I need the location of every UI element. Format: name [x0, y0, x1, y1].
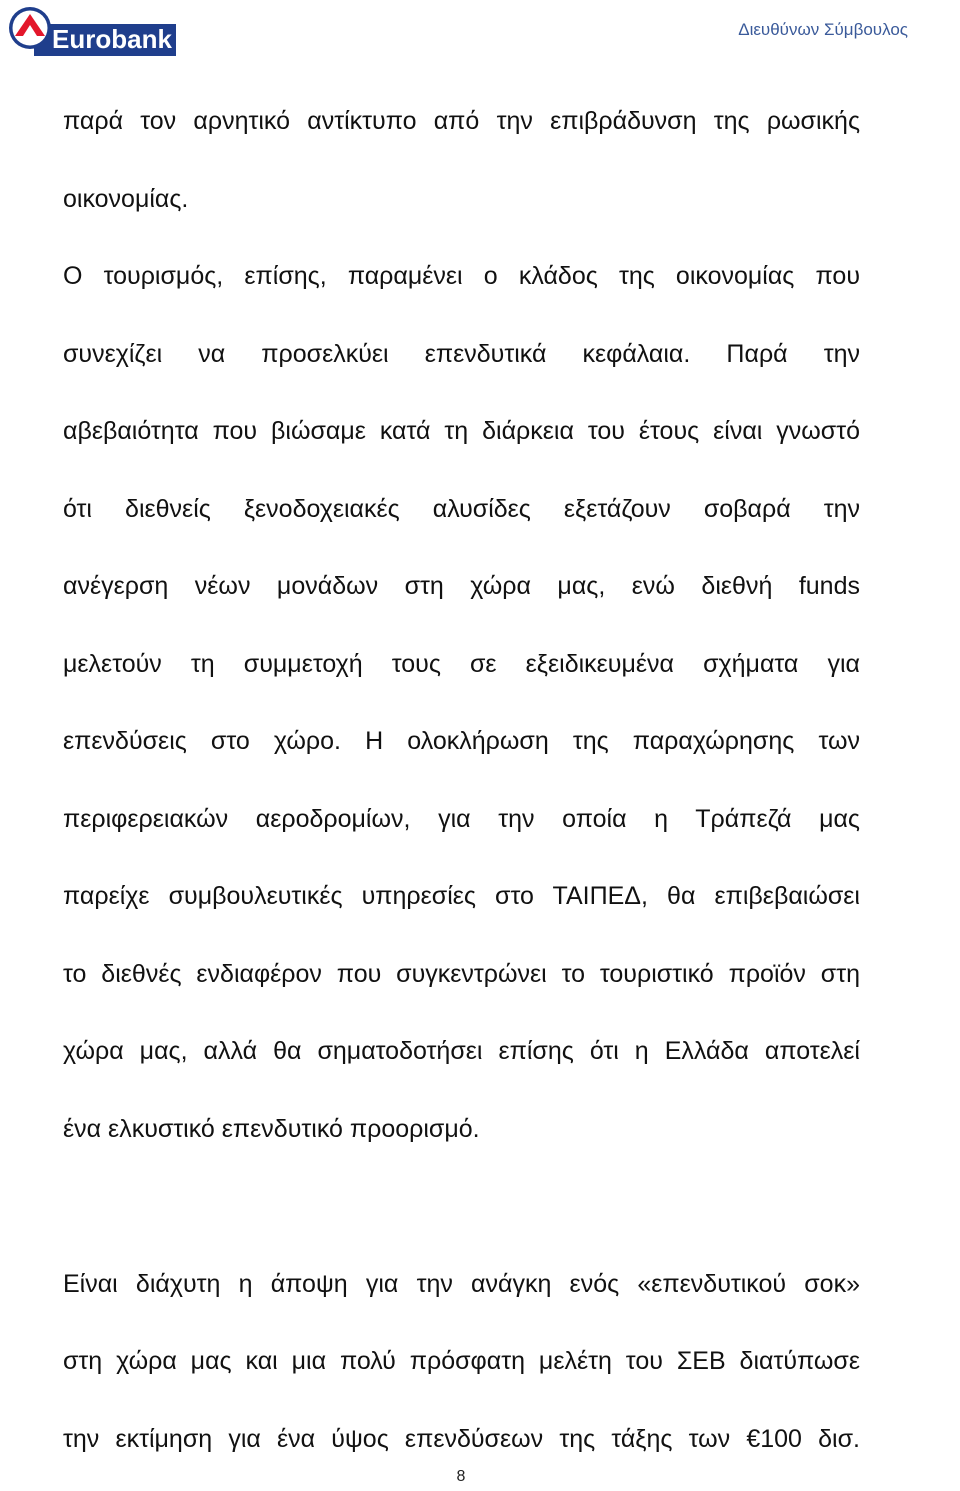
body-text [63, 96, 860, 1491]
text-line: παρείχε συμβουλευτικές υπηρεσίες στο ΤΑΙΠΕΔ, θα επιβεβαιώσει [63, 871, 860, 949]
text-line: οικονομίας. [63, 174, 860, 252]
text-line: συνεχίζει να προσελκύει επενδυτικά κεφάλαια. Παρά την [63, 329, 860, 407]
paragraph-spacer [63, 1181, 860, 1259]
text-line: στη χώρα μας και μια πολύ πρόσφατη μελέτη του ΣΕΒ διατύπωσε [63, 1336, 860, 1414]
logo-wordmark: Eurobank [52, 24, 172, 54]
eurobank-logo [6, 6, 176, 56]
text-line: μελετούν τη συμμετοχή τους σε εξειδικευμένα σχήματα για [63, 639, 860, 717]
header-position-title: Διευθύνων Σύμβουλος [738, 20, 908, 40]
text-line: επενδύσεις στο χώρο. Η ολοκλήρωση της παραχώρησης των [63, 716, 860, 794]
text-line: αβεβαιότητα που βιώσαμε κατά τη διάρκεια του έτους είναι γνωστό [63, 406, 860, 484]
text-line: Είναι διάχυτη η άποψη για την ανάγκη ενός «επενδυτικού σοκ» [63, 1259, 860, 1337]
text-line: περιφερειακών αεροδρομίων, για την οποία η Τράπεζά μας [63, 794, 860, 872]
eurobank-logo-graphic [6, 6, 176, 56]
text-line: Ο τουρισμός, επίσης, παραμένει ο κλάδος της οικονομίας που [63, 251, 860, 329]
text-line: παρά τον αρνητικό αντίκτυπο από την επιβράδυνση της ρωσικής [63, 96, 860, 174]
text-line: ότι διεθνείς ξενοδοχειακές αλυσίδες εξετάζουν σοβαρά την [63, 484, 860, 562]
page-number: 8 [0, 1468, 922, 1486]
text-line: χώρα μας, αλλά θα σηματοδοτήσει επίσης ότι η Ελλάδα αποτελεί [63, 1026, 860, 1104]
text-line: το διεθνές ενδιαφέρον που συγκεντρώνει το τουριστικό προϊόν στη [63, 949, 860, 1027]
text-line: ένα ελκυστικό επενδυτικό προορισμό. [63, 1104, 860, 1182]
text-line: ανέγερση νέων μονάδων στη χώρα μας, ενώ διεθνή funds [63, 561, 860, 639]
text-line: την εκτίμηση για ένα ύψος επενδύσεων της τάξης των €100 δισ. [63, 1414, 860, 1491]
